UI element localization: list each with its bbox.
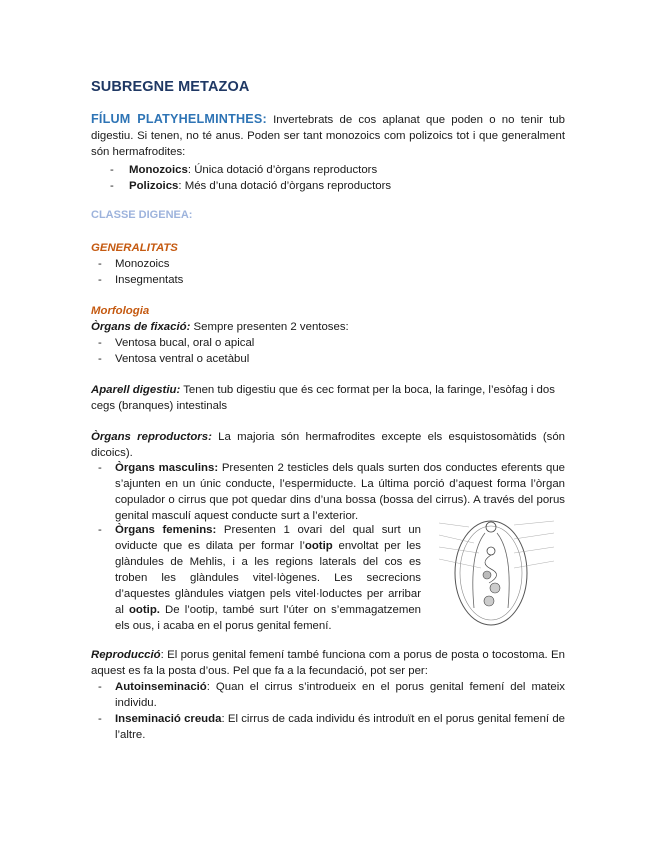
reproduccio-paragraph: Reproducció: El porus genital femení també funciona com a porus de posta o tocostoma. En aquest es fa la posta d’ous. Pel que fa a la fecundació, pot ser per: <box>91 649 565 677</box>
list-item: - Polizoics: Més d’una dotació d’òrgans reproductors <box>91 178 565 194</box>
list-item: - Monozoics: Única dotació d’òrgans reproductors <box>91 162 565 178</box>
list-item: - Òrgans masculins: Presenten 2 testicles dels quals surten dos conductes eferents que s’ajunten en un únic conducte, l’espermiducte. La última porció d’aquest forma l’òrgan copulador o cirrus que pot quedar dins d’una bossa (bossa del cirrus). A través del porus genital masculí aquest conducte surt a l’exterior. <box>91 460 565 524</box>
generalitats-section <box>91 240 565 288</box>
phylum-paragraph <box>91 111 565 160</box>
phylum-heading: FÍLUM PLATYHELMINTHES: <box>91 112 267 126</box>
femenins-item <box>91 522 421 634</box>
list-item: - Autoinseminació: Quan el cirrus s’introdueix en el porus genital femení del mateix individu. <box>91 679 565 711</box>
list-item: - Insegmentats <box>91 272 565 288</box>
list-item: - Ventosa bucal, oral o apical <box>91 335 565 351</box>
phylum-list <box>91 162 565 194</box>
class-heading: CLASSE DIGENEA: <box>91 209 193 221</box>
morfologia-section <box>91 303 565 367</box>
trematode-diagram <box>429 513 569 628</box>
page-title: SUBREGNE METAZOA <box>91 79 250 95</box>
list-item: - Ventosa ventral o acetàbul <box>91 351 565 367</box>
list-item: - Monozoics <box>91 256 565 272</box>
generalitats-heading: GENERALITATS <box>91 242 178 254</box>
phylum-text: Invertebrats de cos aplanat que poden o no tenir tub digestiu. Si tenen, no té anus. Poden ser tant monozoics com polizoics tot i que generalment són hermafrodites: <box>91 114 565 158</box>
reproductors-paragraph: Òrgans reproductors: La majoria són hermafrodites excepte els esquistosomàtids (són dicoics). <box>91 431 565 459</box>
fixacio-line: Òrgans de fixació: Sempre presenten 2 ventoses: <box>91 321 349 333</box>
digestiu-paragraph: Aparell digestiu: Tenen tub digestiu que és cec format per la boca, la faringe, l’esòfag i dos cegs (branques) intestinals <box>91 384 555 412</box>
list-item: - Inseminació creuda: El cirrus de cada individu és introduït en el porus genital femení de l’altre. <box>91 711 565 743</box>
morfologia-heading: Morfologia <box>91 305 150 317</box>
reproduccio-list <box>91 679 565 743</box>
list-item: - Òrgans femenins: Presenten 1 ovari del qual surt un oviducte que es dilata per formar l’ootip envoltat per les glàndules de Mehlis, i a les regions laterals del cos es troben les glàndules vitel·lògenes. Les secrecions d’aquestes glàndules viatgen pels vitel·loductes per arribar al ootip. De l’ootip, també surt l’úter on s’emmagatzemen els ous, i acaba en el porus genital femení. <box>91 522 421 634</box>
